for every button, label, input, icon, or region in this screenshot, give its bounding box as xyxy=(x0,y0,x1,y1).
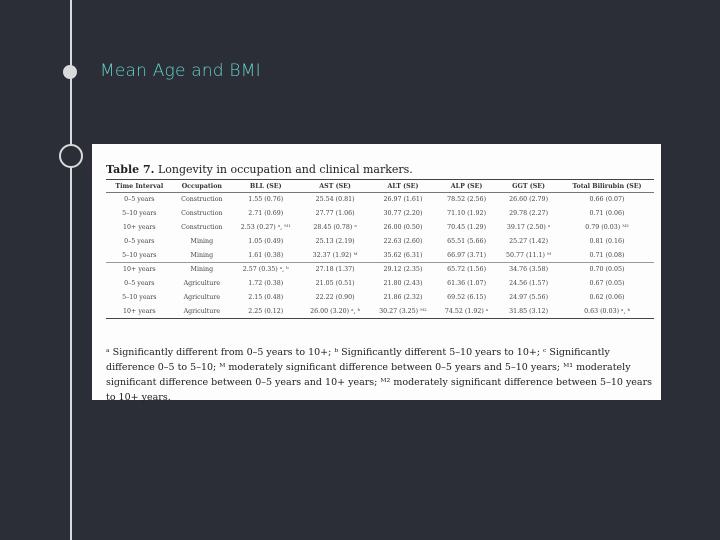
table-cell: 35.62 (6.31) xyxy=(383,251,423,259)
table-caption xyxy=(106,163,413,176)
timeline-filled-dot-icon xyxy=(63,65,77,79)
table-cell: 24.97 (5.56) xyxy=(509,293,549,301)
header-alt: ALT (SE) xyxy=(370,180,436,193)
timeline-line xyxy=(70,0,72,540)
table-cell: 34.76 (3.58) xyxy=(497,262,560,276)
table-cell: Agriculture xyxy=(183,280,221,288)
table-cell: 71.10 (1.92) xyxy=(447,210,487,218)
table-cell: 10+ years xyxy=(106,262,173,276)
table-label: Table 7. xyxy=(106,163,155,176)
table-cell: 0.70 (0.05) xyxy=(560,262,654,276)
table-cell: 24.56 (1.57) xyxy=(509,280,549,288)
table-cell: 0.66 (0.07) xyxy=(589,196,625,204)
table-row xyxy=(106,290,654,304)
table-cell: 69.52 (6.15) xyxy=(447,293,487,301)
table-cell: 0.79 (0.03) ᴹ² xyxy=(585,223,629,231)
table-cell: 0–5 years xyxy=(124,237,155,245)
table-cell: 50.77 (11.1) ᴹ xyxy=(506,251,552,259)
table-cell: 30.77 (2.20) xyxy=(383,210,423,218)
table-cell: 5–10 years xyxy=(122,251,157,259)
table-cell: 0.63 (0.03) ᵃ, ᵇ xyxy=(560,304,654,318)
header-total-bilirubin: Total Bilirubin (SE) xyxy=(560,180,654,193)
table-cell: Construction xyxy=(181,196,223,204)
table-row xyxy=(106,207,654,221)
table-cell: 2.15 (0.48) xyxy=(248,293,284,301)
table-cell: 74.52 (1.92) ᵃ xyxy=(436,304,497,318)
table-cell: Mining xyxy=(173,262,231,276)
table-row xyxy=(106,277,654,291)
table-cell: 39.17 (2.50) ᵃ xyxy=(506,223,551,231)
header-ggt: GGT (SE) xyxy=(497,180,560,193)
table-cell: 2.71 (0.69) xyxy=(248,210,284,218)
table-caption-text: Longevity in occupation and clinical markers. xyxy=(157,163,413,176)
table-header-row xyxy=(106,180,654,193)
table-cell: 26.60 (2.79) xyxy=(509,196,549,204)
table-cell: 0.81 (0.16) xyxy=(589,237,625,245)
table-cell: 5–10 years xyxy=(122,293,157,301)
timeline-ring-icon xyxy=(59,144,83,168)
table-cell: 32.37 (1.92) ᴹ xyxy=(312,251,358,259)
table-cell: 21.86 (2.32) xyxy=(383,293,423,301)
table-cell: Mining xyxy=(190,237,214,245)
table-cell: 2.53 (0.27) ᵃ, ᴹ¹ xyxy=(240,223,291,231)
table-cell: 26.00 (3.20) ᵃ, ᵇ xyxy=(300,304,369,318)
table-cell: 21.05 (0.51) xyxy=(315,280,355,288)
header-ast: AST (SE) xyxy=(300,180,369,193)
table-cell: 25.13 (2.19) xyxy=(315,237,355,245)
table-cell: 70.45 (1.29) xyxy=(447,223,487,231)
table-cell: Construction xyxy=(181,223,223,231)
table-cell: 0.67 (0.05) xyxy=(589,280,625,288)
table-footnote: ᵃ Significantly different from 0–5 years to 10+; ᵇ Significantly different 5–10 years to 10+; ᶜ Significantly difference 0–5 to 5–10; ᴹ moderately significant difference between 0–5 years and 5–10 years; ᴹ¹ moderately significant difference between 0–5 years and 10+ years; ᴹ² moderately significant difference between 5–10 years to 10+ years. xyxy=(106,347,653,403)
table-cell: 1.61 (0.38) xyxy=(248,251,284,259)
table-cell: 2.25 (0.12) xyxy=(231,304,300,318)
table-cell: Agriculture xyxy=(173,304,231,318)
table-cell: 0–5 years xyxy=(124,280,155,288)
table-cell: 65.72 (1.56) xyxy=(436,262,497,276)
header-alp: ALP (SE) xyxy=(436,180,497,193)
table-cell: 30.27 (3.25) ᴹ² xyxy=(370,304,436,318)
table-cell: Construction xyxy=(181,210,223,218)
header-bll: BLL (SE) xyxy=(231,180,300,193)
table-cell: 26.97 (1.61) xyxy=(383,196,423,204)
table-cell: 29.12 (2.35) xyxy=(370,262,436,276)
slide-title: Mean Age and BMI xyxy=(100,61,261,81)
table-cell: 27.77 (1.06) xyxy=(315,210,355,218)
table-cell: 65.51 (5.66) xyxy=(447,237,487,245)
table-cell: 61.36 (1.07) xyxy=(447,280,487,288)
table-cell: Mining xyxy=(190,251,214,259)
table-cell: 22.22 (0.90) xyxy=(315,293,355,301)
table-cell: 22.63 (2.60) xyxy=(383,237,423,245)
table-cell: 2.57 (0.35) ᵃ, ᵇ xyxy=(231,262,300,276)
table-cell: 1.72 (0.38) xyxy=(248,280,284,288)
table-cell: 78.52 (2.56) xyxy=(447,196,487,204)
table-cell: 1.05 (0.49) xyxy=(248,237,284,245)
table-row xyxy=(106,221,654,235)
table-cell: Agriculture xyxy=(183,293,221,301)
header-time-interval: Time Interval xyxy=(106,180,173,193)
table-cell: 0.62 (0.06) xyxy=(589,293,625,301)
table-row xyxy=(106,234,654,248)
table-cell: 25.54 (0.81) xyxy=(315,196,355,204)
data-table xyxy=(106,179,654,319)
table-cell: 29.78 (2.27) xyxy=(509,210,549,218)
table-row xyxy=(106,304,654,318)
table-row xyxy=(106,193,654,207)
table-cell: 10+ years xyxy=(123,223,156,231)
table-cell: 31.85 (3.12) xyxy=(497,304,560,318)
table-cell: 25.27 (1.42) xyxy=(509,237,549,245)
table-cell: 21.80 (2.43) xyxy=(383,280,423,288)
table-row xyxy=(106,262,654,276)
header-occupation: Occupation xyxy=(173,180,231,193)
table-row xyxy=(106,248,654,262)
table-cell: 0.71 (0.06) xyxy=(589,210,625,218)
table-cell: 28.45 (0.78) ᵃ xyxy=(313,223,357,231)
table-cell: 27.18 (1.37) xyxy=(300,262,369,276)
table-cell: 26.00 (0.50) xyxy=(383,223,423,231)
table-cell: 0–5 years xyxy=(124,196,155,204)
table-cell: 5–10 years xyxy=(122,210,157,218)
table-cell: 10+ years xyxy=(106,304,173,318)
table-cell: 1.55 (0.76) xyxy=(248,196,284,204)
table-cell: 66.97 (3.71) xyxy=(447,251,487,259)
table-cell: 0.71 (0.08) xyxy=(589,251,625,259)
